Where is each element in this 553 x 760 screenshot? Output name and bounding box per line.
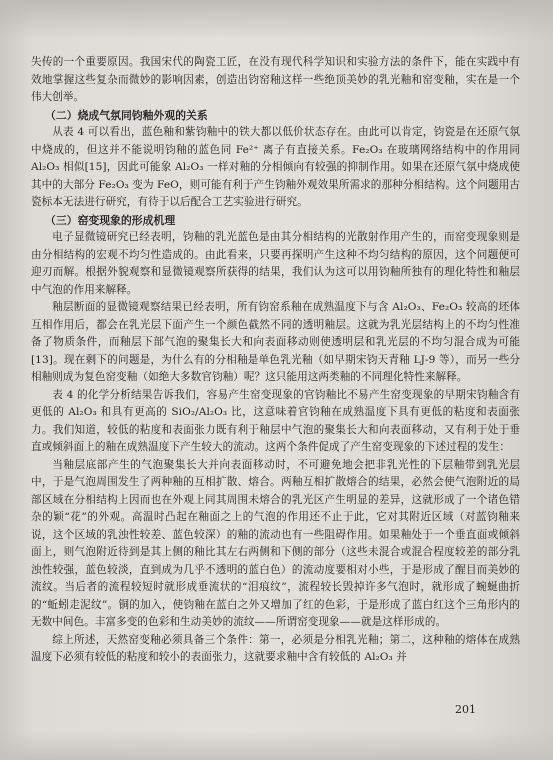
paragraph-electron-microscope: 电子显微镜研究已经表明，钧釉的乳光蓝色是由其分相结构的光散射作用产生的，而窑变现象则是由分相结构的宏观不均匀性造成的。由此看来，只要再探明产生这种不均匀结构的原因，这个问题便可迎刃而解。根据外貌观察和显微镜观察所获得的结果，我们认为这可以用钧釉所独有的理化特性和釉层中气泡的作用来解释。 bbox=[31, 231, 520, 296]
paragraph-continued: 失传的一个重要原因。我国宋代的陶瓷工匠，在没有现代科学知识和实验方法的条件下，能在实践中有效地掌握这些复杂而微妙的影响因素，创造出钧窑釉这样一些绝顶美妙的乳光釉和窑变釉，实在是一个伟大创举。 bbox=[31, 56, 520, 103]
paragraph-summary: 综上所述，天然窑变釉必须具备三个条件：第一，必须是分相乳光釉；第二，这种釉的熔体在成熟温度下必须有较低的粘度和较小的表面张力，这就要求釉中含有较低的 Al₂O₃ 并 bbox=[31, 633, 520, 663]
section-heading-mechanism: （三）窑变现象的形成机理 bbox=[45, 213, 176, 227]
paragraph-chemical-analysis: 表 4 的化学分析结果告诉我们，容易产生窑变现象的官钧釉比不易产生窑变现象的早期宋钧釉含有更低的 Al₂O₃ 和具有更高的 SiO₂/Al₂O₃ 比，这意味着官钧釉在成熟温度下具有更低的粘度和表面张力。我们知道，较低的粘度和表面张力既有利于釉层中气泡的聚集长大和向表面移动，又有利于处于垂直或倾斜面上的釉在成熟温度下产生较大的流动。这两个条件促成了产生窑变现象的下述过程的发生： bbox=[31, 388, 520, 453]
paragraph-glaze-section: 釉层断面的显微镜观察结果已经表明，所有钧窑系釉在成熟温度下与含 Al₂O₃、Fe₂O₃ 较高的坯体互相作用后，都会在乳光层下面产生一个颜色截然不同的透明釉层。这就为乳光层结构上的不均匀性准备了物质条件，而釉层下部气泡的聚集长大和向表面移动则使透明层和乳光层的不均匀混合成为可能[13]。现在剩下的问题是，为什么有的分相釉是单色乳光釉（如早期宋钧天青釉 LJ-9 等），而另一些分相釉则成为复色窑变釉（如绝大多数官钧釉）呢？这只能用这两类釉的不同理化特性来解释。 bbox=[31, 301, 520, 383]
paragraph-bubble-process: 当釉层底部产生的气泡聚集长大并向表面移动时，不可避免地会把非乳光性的下层釉带到乳光层中，于是气泡周围发生了两种釉的互相扩散、熔合。两釉互相扩散熔合的结果，必然会使气泡附近的局部区域在分相结构上因而也在外观上同其周围未熔合的乳光区产生明显的差异，这就形成了一个诸色错杂的颖“花”的外观。高温时凸起在釉面之上的气泡的作用还不止于此，它对其附近区域（对蓝钧釉来说，这个区域的乳浊性较差、蓝色较深）的釉的流动也有一些阻碍作用。如果釉处于一个垂直面或倾斜面上，则气泡附近待到是其上侧的釉比其左右两侧和下侧的部分（这些未混合或混合程度较差的部分乳浊性较强，蓝色较淡，直到成为几乎不透明的蓝白色）的流动度要相对小些，于是形成了醒目而美妙的流纹。当后者的流程较短时就形成垂流状的“泪痕纹”，流程较长毁掉许多气泡时，就形成了蜿蜒曲折的“蚯蚓走泥纹”。铜的加入，使钧釉在蓝白之外又增加了红的色彩，于是形成了蓝白红这个三角形内的无数中间色。丰富多变的色彩和生动美妙的流纹——所谓窑变现象——就是这样形成的。 bbox=[31, 458, 520, 628]
page-body bbox=[31, 54, 520, 667]
page-number: 201 bbox=[455, 703, 476, 716]
section-heading-atmosphere: （二）烧成气氛同钧釉外观的关系 bbox=[45, 108, 208, 122]
paragraph-iron-state: 从表 4 可以看出，蓝色釉和紫钧釉中的铁大都以低价状态存在。由此可以肯定，钧瓷是在还原气氛中烧成的，但这并不能说明钧釉的蓝色同 Fe²⁺ 离子有直接关系。Fe₂O₃ 在玻璃网络结构中的作用同 Al₂O₃ 相似[15]，因此可能象 Al₂O₃ 一样对釉的分相倾向有较强的抑制作用。如果在还原气氛中烧成使其中的大部分 Fe₂O₃ 变为 FeO，则可能有利于产生钧釉外观效果所需求的那种分相结构。这个问题用古瓷标本无法进行研究，有待于以后配合工艺实验进行研究。 bbox=[31, 126, 520, 208]
